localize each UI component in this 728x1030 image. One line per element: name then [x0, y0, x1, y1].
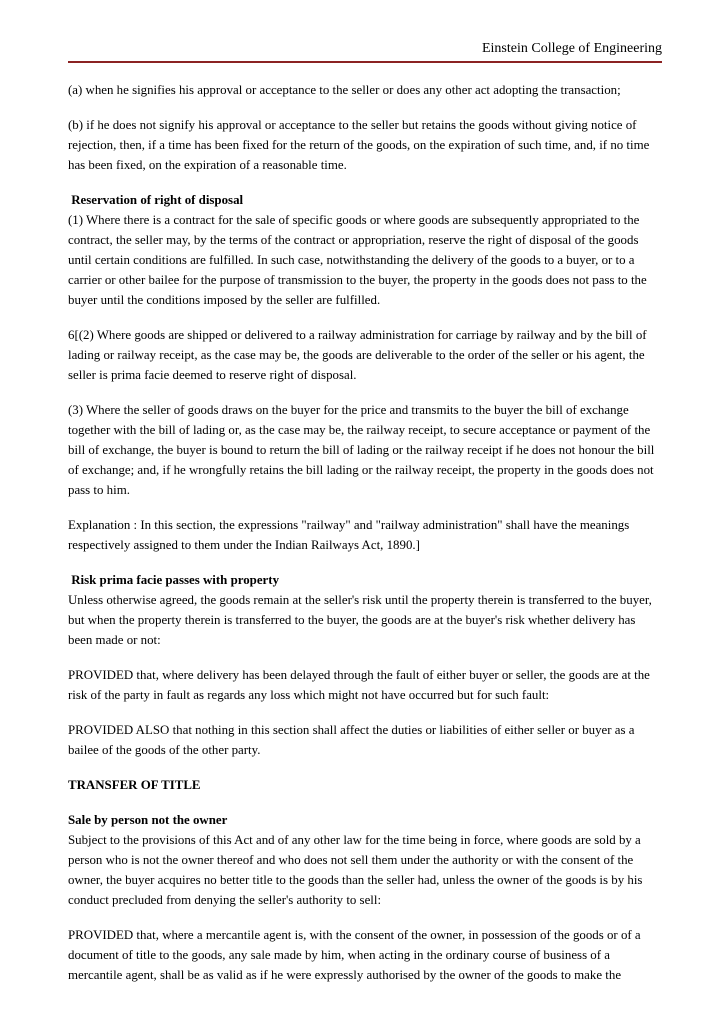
subheading-reservation-of-right: Reservation of right of disposal [68, 193, 244, 207]
paragraph [68, 80, 662, 100]
paragraph-text: (a) when he signifies his approval or acceptance to the seller or does any other act adopting the transaction; [68, 83, 621, 97]
paragraph [68, 720, 662, 760]
paragraph-text: (b) if he does not signify his approval or acceptance to the seller but retains the goods without giving notice of rejection, then, if a time has been fixed for the return of the goods, on the expiration of such time, and, if no time has been fixed, on the expiration of a reasonable time. [68, 118, 650, 172]
paragraph [68, 515, 662, 555]
paragraph-text: (3) Where the seller of goods draws on the buyer for the price and transmits to the buyer the bill of exchange together with the bill of lading or, as the case may be, the railway receipt, to secure acceptance or payment of the bill of exchange, the buyer is bound to return the bill of lading or the railway receipt if he does not honour the bill of exchange; and, if he wrongfully retains the bill lading or the railway receipt, the property in the goods does not pass to him. [68, 403, 655, 497]
paragraph-text: Unless otherwise agreed, the goods remain at the seller's risk until the property therein is transferred to the buyer, but when the property therein is transferred to the buyer, the goods are at the buyer's risk whether delivery has been made or not: [68, 593, 652, 647]
paragraph [68, 810, 662, 910]
subheading-sale-by-person-not-owner: Sale by person not the owner [68, 813, 228, 827]
paragraph-text: PROVIDED that, where delivery has been delayed through the fault of either buyer or seller, the goods are at the risk of the party in fault as regards any loss which might not have occurred but for such fault: [68, 668, 650, 702]
paragraph-text: PROVIDED that, where a mercantile agent is, with the consent of the owner, in possession of the goods or of a document of title to the goods, any sale made by him, when acting in the ordinary course of business of a mercantile agent, shall be as valid as if he were expressly authorised by the owner of the goods to make the [68, 928, 641, 982]
paragraph [68, 115, 662, 175]
document-body [68, 80, 662, 1000]
subheading-risk-prima-facie: Risk prima facie passes with property [68, 573, 280, 587]
page-header-title: Einstein College of Engineering [481, 41, 662, 56]
paragraph-text: Subject to the provisions of this Act and of any other law for the time being in force, where goods are sold by a person who is not the owner thereof and who does not sell them under the authority or with the consent of the owner, the buyer acquires no better title to the goods than the seller had, unless the owner of the goods is by his conduct precluded from denying the seller's authority to sell: [68, 833, 643, 907]
header-divider [68, 61, 662, 63]
paragraph [68, 570, 662, 650]
paragraph-text: (1) Where there is a contract for the sale of specific goods or where goods are subsequently appropriated to the contract, the seller may, by the terms of the contract or appropriation, reserve the right of disposal of the goods until certain conditions are fulfilled. In such case, notwithstanding the delivery of the goods to a buyer, or to a carrier or other bailee for the purpose of transmission to the buyer, the property in the goods does not pass to the buyer until the conditions imposed by the seller are fulfilled. [68, 213, 647, 307]
paragraph [68, 325, 662, 385]
paragraph-text: PROVIDED ALSO that nothing in this section shall affect the duties or liabilities of either seller or buyer as a bailee of the goods of the other party. [68, 723, 635, 757]
paragraph [68, 400, 662, 500]
section-title: TRANSFER OF TITLE [68, 778, 201, 792]
paragraph [68, 665, 662, 705]
paragraph [68, 190, 662, 310]
paragraph-text: Explanation : In this section, the expressions "railway" and "railway administration" shall have the meanings respectively assigned to them under the Indian Railways Act, 1890.] [68, 518, 630, 552]
paragraph [68, 925, 662, 985]
paragraph-text: 6[(2) Where goods are shipped or delivered to a railway administration for carriage by railway and by the bill of lading or railway receipt, as the case may be, the goods are deliverable to the order of the seller or his agent, the seller is prima facie deemed to reserve right of disposal. [68, 328, 647, 382]
